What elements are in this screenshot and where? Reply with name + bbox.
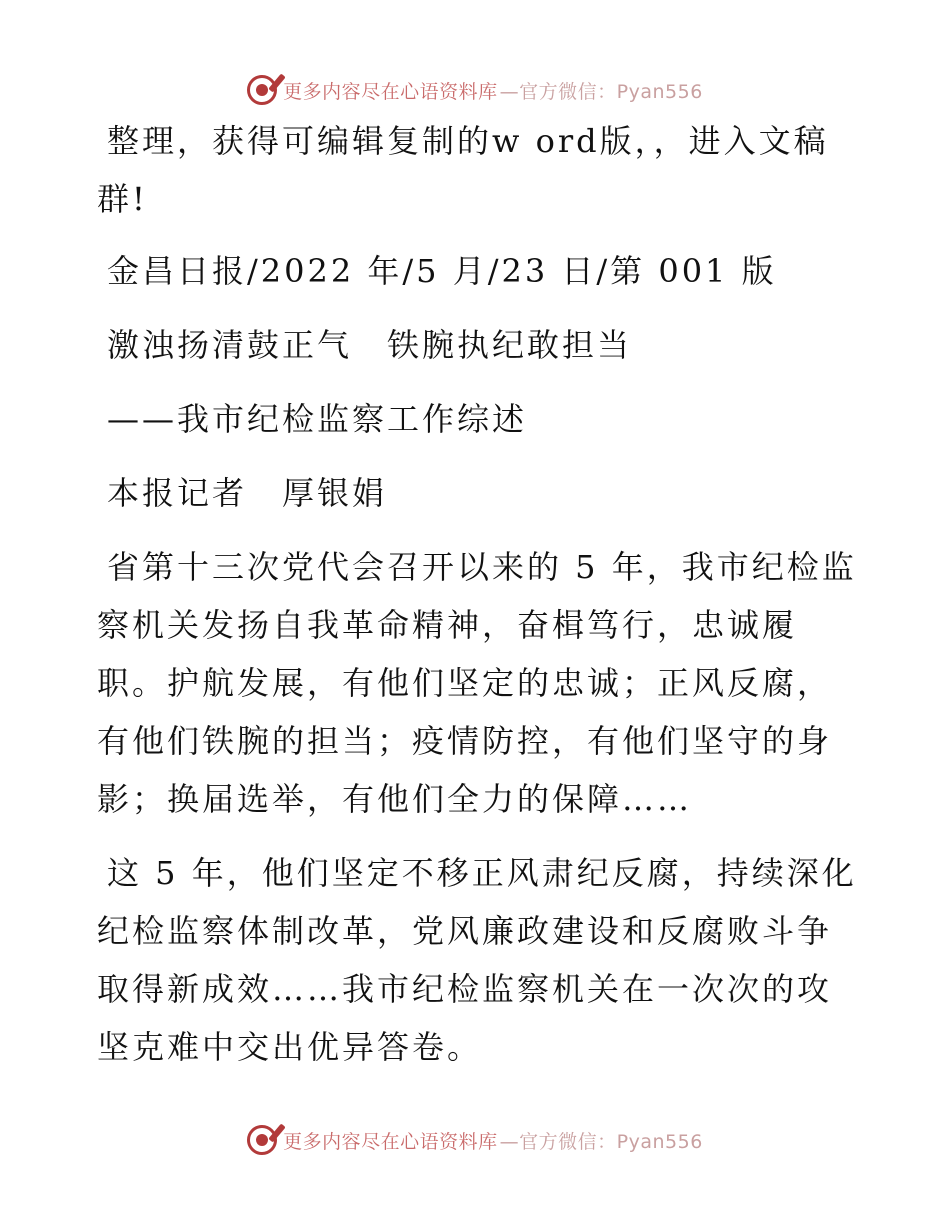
byline: 本报记者 厚银娟 — [107, 474, 388, 512]
intro-text: 整理，获得可编辑复制的w ord版，，进入文稿群! — [97, 122, 829, 218]
watermark-brand: 更多内容尽在心语资料库 — [283, 80, 498, 103]
article-title: 激浊扬清鼓正气 铁腕执纪敢担当 — [107, 326, 633, 364]
footer-watermark — [0, 1120, 950, 1160]
document-body — [97, 112, 857, 1076]
watermark-contact: —官方微信：Pyan556 — [499, 80, 703, 103]
watermark-contact: —官方微信：Pyan556 — [499, 1130, 703, 1153]
paragraph: 这 5 年，他们坚定不移正风肃纪反腐，持续深化纪检监察体制改革，党风廉政建设和反腐败斗争取得新成效……我市纪检监察机关在一次次的攻坚克难中交出优异答卷。 — [97, 854, 857, 1066]
pen-logo-icon — [247, 1125, 277, 1155]
watermark-brand: 更多内容尽在心语资料库 — [283, 1130, 498, 1153]
header-watermark — [0, 70, 950, 110]
paragraph: 省第十三次党代会召开以来的 5 年，我市纪检监察机关发扬自我革命精神，奋楫笃行，忠诚履职。护航发展，有他们坚定的忠诚；正风反腐，有他们铁腕的担当；疫情防控，有他们坚守的身影；换届选举，有他们全力的保障…… — [97, 548, 857, 818]
source-line: 金昌日报/2022 年/5 月/23 日/第 001 版 — [107, 252, 777, 290]
article-subtitle: ——我市纪检监察工作综述 — [107, 400, 528, 438]
pen-logo-icon — [247, 75, 277, 105]
